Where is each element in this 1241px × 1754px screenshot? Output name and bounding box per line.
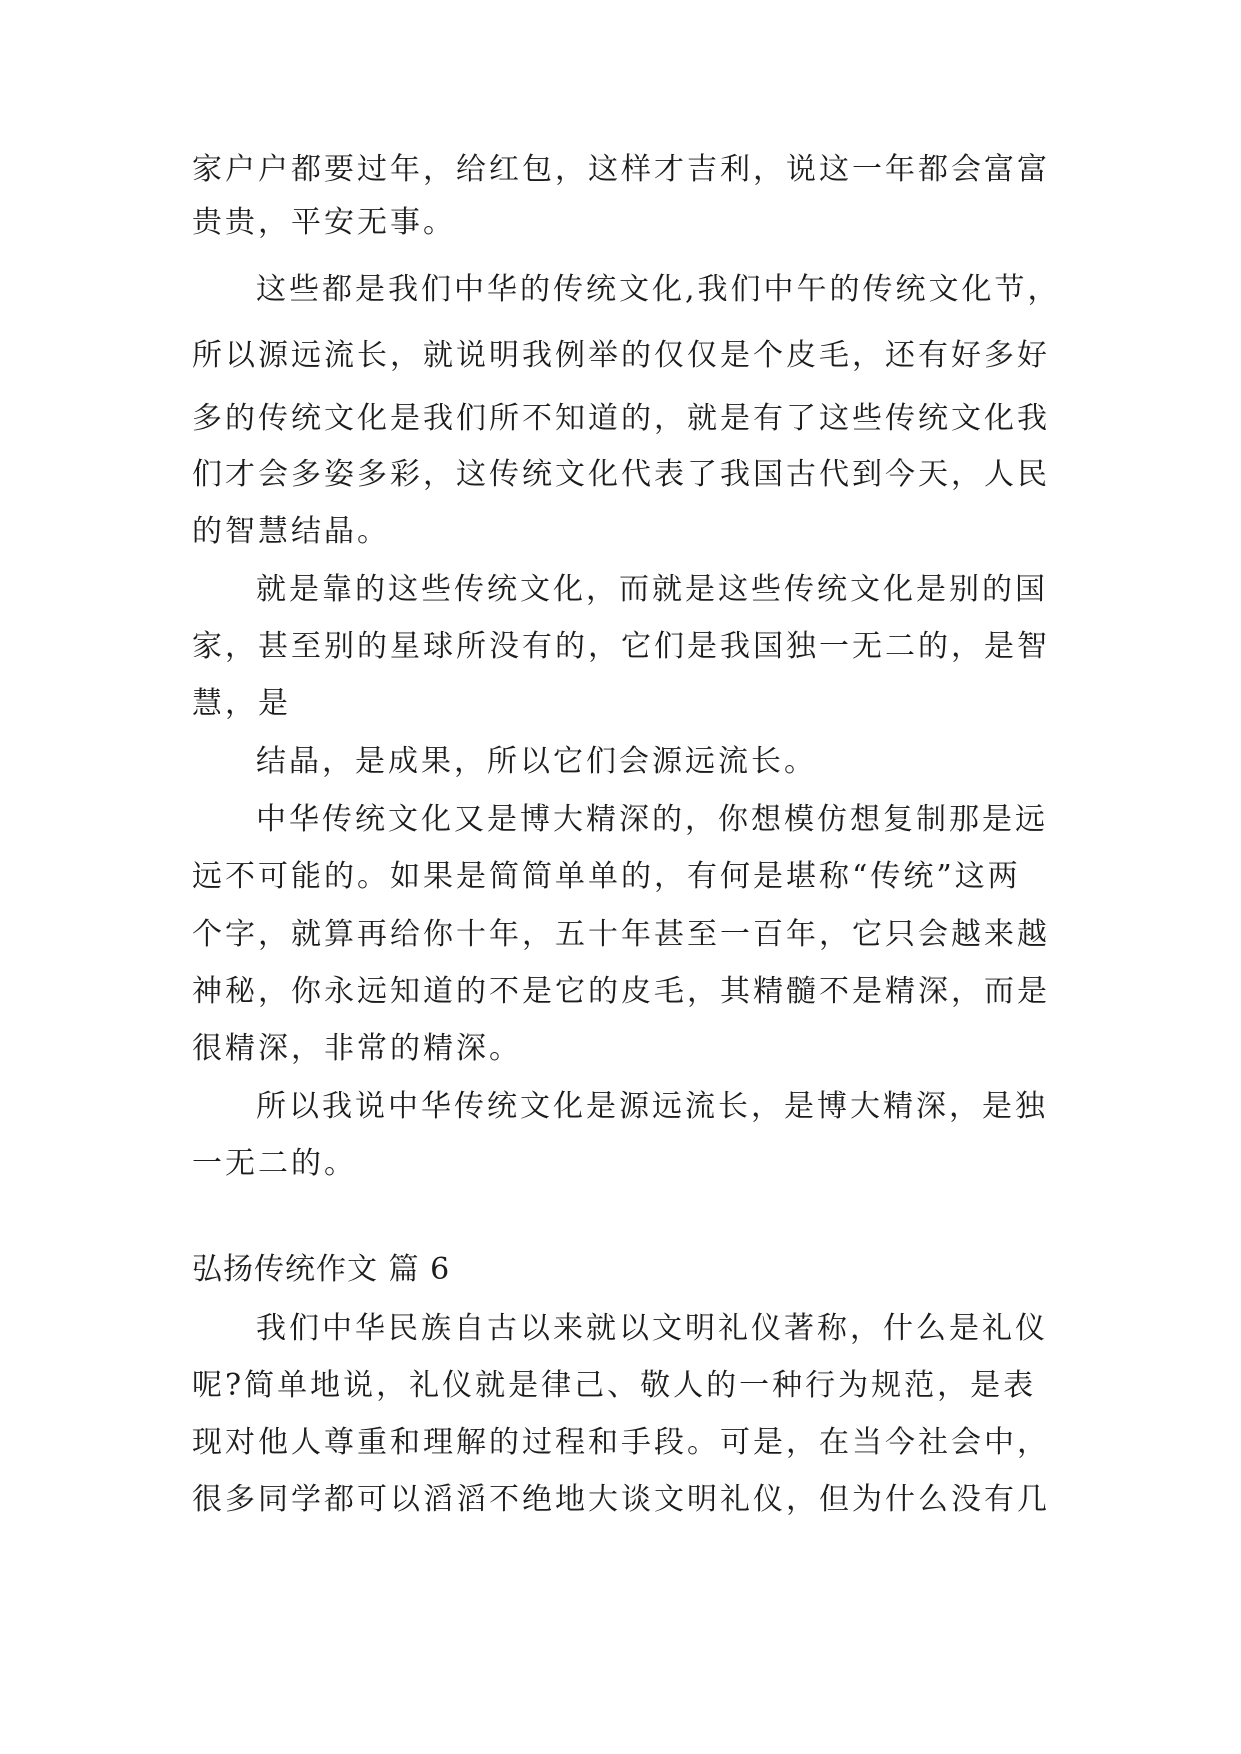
text-line: 慧，是 — [192, 686, 291, 721]
text-line: 的智慧结晶。 — [192, 514, 390, 549]
paragraph-first-line: 我们中华民族自古以来就以文明礼仪著称，什么是礼仪 — [256, 1311, 1048, 1346]
text-line: 神秘，你永远知道的不是它的皮毛，其精髓不是精深，而是 — [192, 974, 1050, 1009]
text-line: 们才会多姿多彩，这传统文化代表了我国古代到今天，人民 — [192, 457, 1050, 492]
paragraph-first-line: 所以我说中华传统文化是源远流长，是博大精深，是独 — [256, 1089, 1048, 1124]
text-line: 很精深，非常的精深。 — [192, 1031, 522, 1066]
text-line: 贵贵，平安无事。 — [192, 205, 456, 240]
text-line: 呢?简单地说，礼仪就是律己、敬人的一种行为规范，是表 — [192, 1368, 1037, 1403]
paragraph-first-line: 这些都是我们中华的传统文化,我们中午的传统文化节， — [256, 272, 1061, 307]
text-line: 多的传统文化是我们所不知道的，就是有了这些传统文化我 — [192, 401, 1050, 436]
text-line: 家，甚至别的星球所没有的，它们是我国独一无二的，是智 — [192, 629, 1050, 664]
section-heading: 弘扬传统作文 篇 6 — [192, 1252, 451, 1287]
paragraph-first-line: 中华传统文化又是博大精深的，你想模仿想复制那是远 — [256, 802, 1048, 837]
paragraph-first-line: 就是靠的这些传统文化，而就是这些传统文化是别的国 — [256, 572, 1048, 607]
text-line: 一无二的。 — [192, 1146, 357, 1181]
text-line: 所以源远流长，就说明我例举的仅仅是个皮毛，还有好多好 — [192, 338, 1050, 373]
text-line: 很多同学都可以滔滔不绝地大谈文明礼仪，但为什么没有几 — [192, 1482, 1050, 1517]
paragraph-first-line: 结晶，是成果，所以它们会源远流长。 — [256, 744, 817, 779]
text-line: 家户户都要过年，给红包，这样才吉利，说这一年都会富富 — [192, 152, 1050, 187]
text-line: 现对他人尊重和理解的过程和手段。可是，在当今社会中， — [192, 1425, 1050, 1460]
text-line: 个字，就算再给你十年，五十年甚至一百年，它只会越来越 — [192, 917, 1050, 952]
text-line: 远不可能的。如果是简简单单的，有何是堪称“传统”这两 — [192, 859, 1021, 894]
